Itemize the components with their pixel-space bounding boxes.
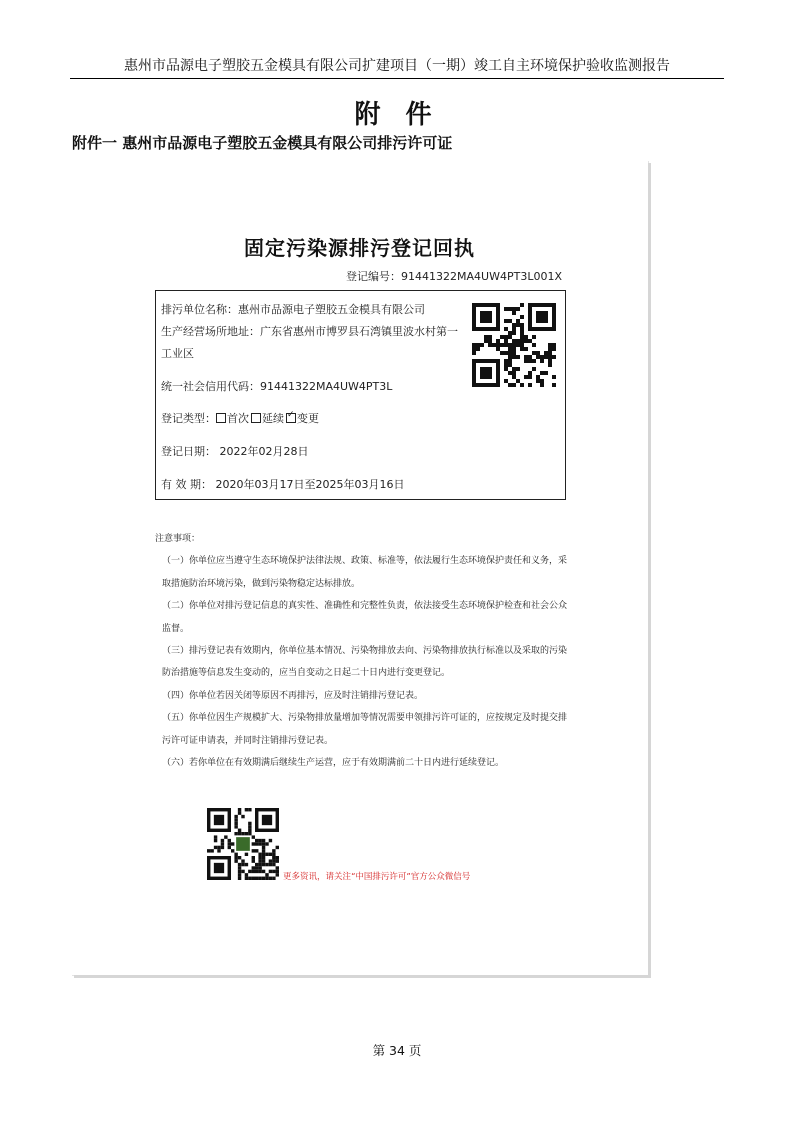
wechat-follow-note: 更多资讯，请关注“中国排污许可”官方公众微信号: [283, 872, 471, 882]
validity-period: 有 效 期： 2020年03月17日至2025年03月16日: [161, 478, 405, 491]
note-item: （六）若你单位在有效期满后继续生产运营，应于有效期满前二十日内进行延续登记。: [162, 758, 505, 769]
notes-heading: 注意事项：: [155, 534, 201, 544]
note-item: （三）排污登记表有效期内，你单位基本情况、污染物排放去向、污染物排放执行标准以及采取的污染防治措施等信息发生变动的，应当自变动之日起二十日内进行变更登记。: [162, 646, 568, 679]
receipt-info-box: [155, 290, 566, 500]
note-item: （二）你单位对排污登记信息的真实性、准确性和完整性负责，依法接受生态环境保护检查和社会公众监督。: [162, 601, 568, 634]
notes-section: [155, 528, 575, 774]
option-first: 首次: [227, 412, 249, 425]
registration-type: [161, 410, 319, 426]
wechat-qr-code-icon: [207, 808, 279, 880]
option-renew: 延续: [262, 412, 284, 425]
receipt-title: 固定污染源排污登记回执: [244, 236, 475, 260]
note-item: （五）你单位因生产规模扩大、污染物排放量增加等情况需要申领排污许可证的，应按规定及时提交排污许可证申请表，并同时注销排污登记表。: [162, 713, 568, 746]
note-item: （一）你单位应当遵守生态环境保护法律法规、政策、标准等，依法履行生态环境保护责任和义务，采取措施防治环境污染，做到污染物稳定达标排放。: [162, 556, 568, 589]
page-number: 第 34 页: [372, 1043, 422, 1058]
checkbox-change-checked-icon: [286, 413, 296, 423]
checkbox-first-icon: [216, 413, 226, 423]
unit-name: 排污单位名称：惠州市品源电子塑胶五金模具有限公司: [161, 303, 425, 316]
note-item: （四）你单位若因关闭等原因不再排污，应及时注销排污登记表。: [162, 690, 424, 701]
registration-type-label: 登记类型：: [161, 412, 216, 425]
registration-date: 登记日期： 2022年02月28日: [161, 445, 309, 458]
page-header: 惠州市品源电子塑胶五金模具有限公司扩建项目（一期）竣工自主环境保护验收监测报告: [70, 56, 724, 79]
option-change: 变更: [297, 412, 319, 425]
business-address: 生产经营场所地址：广东省惠州市博罗县石湾镇里波水村第一工业区: [161, 325, 458, 360]
registration-receipt-scan: [71, 160, 648, 975]
checkbox-renew-icon: [251, 413, 261, 423]
qr-code-icon: [472, 303, 556, 387]
credit-code: 统一社会信用代码：91441322MA4UW4PT3L: [161, 380, 393, 393]
registration-number: 登记编号：91441322MA4UW4PT3L001X: [346, 270, 562, 283]
appendix-title: 附 件: [354, 100, 440, 130]
appendix-subtitle: 附件一 惠州市品源电子塑胶五金模具有限公司排污许可证: [72, 134, 453, 152]
